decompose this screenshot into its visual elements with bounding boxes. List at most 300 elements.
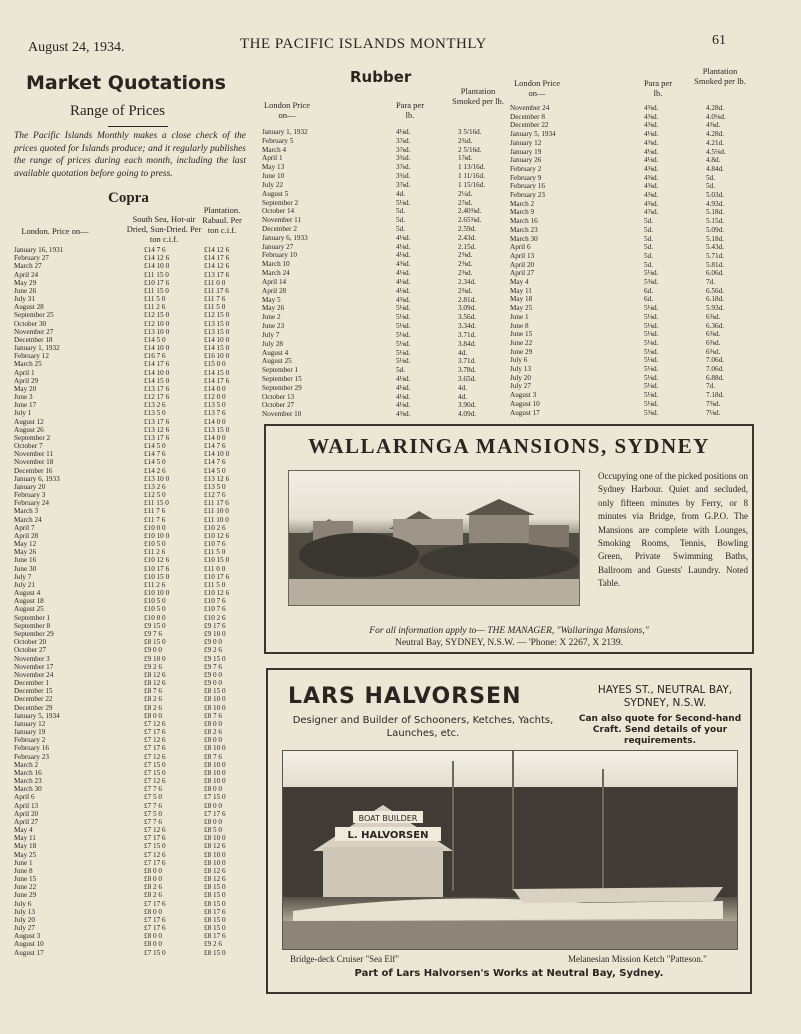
row-price: 5.15d.: [706, 217, 724, 226]
row-price: £13 5 0: [204, 401, 226, 410]
row-price: 4⅛d.: [644, 156, 659, 165]
row-price: £13 12 6: [204, 474, 230, 483]
row-price: £13 7 6: [204, 409, 226, 418]
row-date: December 22: [14, 695, 53, 704]
row-price: 5d.: [706, 173, 715, 182]
row-date: June 1: [510, 312, 529, 321]
row-price: £7 5 0: [144, 793, 162, 802]
row-price: 4⅜d.: [644, 191, 659, 199]
row-date: January 16, 1931: [14, 246, 64, 254]
row-date: March 2: [510, 199, 535, 208]
row-price: £13 17 6: [204, 270, 230, 279]
row-price: £8 2 6: [144, 883, 162, 892]
row-date: February 23: [510, 191, 545, 199]
row-date: September 2: [14, 433, 51, 442]
row-price: £13 10 0: [144, 327, 170, 336]
row-price: 3.34d.: [458, 322, 476, 331]
row-date: March 2: [14, 760, 39, 769]
row-date: June 16: [14, 556, 37, 565]
row-date: December 29: [14, 703, 53, 712]
row-price: £8 15 0: [204, 883, 226, 892]
row-date: June 26: [14, 286, 37, 295]
row-price: 4⅜d.: [644, 112, 659, 121]
row-price: 5d.: [396, 207, 405, 216]
row-date: May 18: [510, 295, 533, 304]
row-price: £8 17 6: [204, 932, 226, 941]
row-price: 6⅜d.: [706, 347, 721, 356]
row-price: £7 17 6: [144, 899, 166, 908]
row-price: £8 5 0: [204, 826, 222, 835]
boatyard-illustration: [283, 751, 738, 950]
row-price: £14 0 0: [204, 417, 226, 426]
row-price: 2¾d.: [458, 136, 473, 145]
header-title: THE PACIFIC ISLANDS MONTHLY: [240, 36, 487, 52]
row-price: 5⅛d.: [396, 339, 411, 348]
row-price: £14 10 0: [144, 368, 170, 377]
row-date: August 10: [14, 940, 44, 949]
row-price: £11 5 0: [204, 548, 226, 557]
row-date: March 27: [14, 262, 42, 271]
row-price: 3.56d.: [458, 313, 476, 322]
row-date: July 13: [14, 907, 35, 916]
row-price: £14 12 6: [144, 254, 170, 263]
copra-title: Copra: [108, 190, 149, 206]
row-date: November 18: [14, 458, 54, 467]
row-price: 5⅜d.: [644, 278, 659, 286]
row-price: 5.81d.: [706, 260, 724, 269]
row-date: January 27: [262, 242, 294, 251]
row-price: £8 7 6: [204, 752, 222, 761]
row-price: £8 7 6: [144, 687, 162, 696]
row-price: £8 2 6: [144, 703, 162, 712]
row-price: £8 2 6: [144, 891, 162, 900]
row-price: 2.40⅜d.: [458, 207, 482, 216]
row-date: August 17: [14, 948, 44, 957]
row-price: £9 10 0: [144, 654, 166, 663]
row-date: May 4: [14, 826, 33, 835]
row-price: 4⅜d.: [644, 104, 659, 112]
row-price: 7.06d.: [706, 356, 724, 365]
row-date: May 5: [262, 295, 281, 304]
row-price: 4d.: [458, 392, 467, 401]
row-date: March 4: [262, 145, 287, 154]
row-price: 5d.: [396, 225, 405, 234]
row-price: £12 5 0: [144, 491, 166, 500]
copra-col-southsea: South Sea, Hot-air Dried, Sun-Dried. Per ton c.i.f.: [126, 214, 202, 244]
row-date: April 14: [262, 277, 287, 286]
row-price: £14 15 0: [144, 376, 170, 385]
row-date: August 5: [262, 189, 289, 198]
row-price: £14 10 0: [204, 450, 230, 459]
row-date: May 20: [14, 384, 37, 393]
row-price: 5.03d.: [706, 191, 724, 199]
row-date: December 2: [262, 225, 297, 234]
row-date: February 2: [14, 736, 46, 745]
row-date: October 30: [14, 319, 47, 328]
wallaringa-footer-1: For all information apply to— THE MANAGER, "Wallaringa Mansions,": [369, 626, 649, 636]
row-date: April 27: [14, 817, 39, 826]
row-date: February 9: [510, 173, 542, 182]
row-price: 3 5/16d.: [458, 128, 482, 136]
row-date: December 1: [14, 679, 49, 687]
row-date: May 11: [510, 286, 532, 295]
page-number: 61: [712, 33, 726, 48]
row-price: £11 15 0: [144, 270, 169, 279]
row-price: 4.0⅛d.: [706, 112, 726, 121]
row-price: 5d.: [396, 216, 405, 225]
row-date: July 31: [14, 295, 35, 304]
row-price: £12 17 6: [144, 393, 170, 402]
row-date: February 16: [14, 744, 49, 753]
row-date: February 27: [14, 254, 49, 263]
row-price: 2.15d.: [458, 242, 476, 251]
row-price: 4.09d.: [458, 410, 476, 419]
row-date: January 1, 1932: [14, 344, 60, 353]
row-price: 5⅛d.: [396, 348, 411, 357]
row-price: £8 10 0: [204, 777, 226, 786]
row-price: £8 10 0: [204, 695, 226, 704]
row-price: £7 17 6: [144, 858, 166, 867]
row-price: 3⅞d.: [396, 136, 411, 145]
row-date: November 27: [14, 327, 54, 336]
row-price: 4.93d.: [706, 199, 724, 208]
row-price: £7 15 0: [144, 760, 166, 769]
row-price: 5d.: [644, 260, 653, 269]
row-price: £13 12 6: [144, 425, 170, 434]
row-price: £11 2 6: [144, 548, 166, 557]
row-price: 5.09d.: [706, 225, 724, 234]
row-price: 5.93d.: [706, 304, 724, 313]
row-price: £10 17 6: [144, 278, 170, 287]
row-price: 4⅛d.: [644, 147, 659, 156]
row-date: December 8: [510, 112, 545, 121]
row-price: 4⅛d.: [396, 269, 411, 278]
row-date: June 10: [262, 172, 285, 181]
row-price: £7 17 6: [144, 834, 166, 843]
rubber-col-para: Para per lb.: [395, 100, 425, 120]
row-date: June 3: [14, 393, 33, 402]
row-date: November 11: [262, 216, 302, 225]
row-date: July 13: [510, 365, 531, 373]
row-date: September 25: [14, 311, 54, 320]
row-price: 6⅜d.: [706, 312, 721, 321]
row-price: 6⅜d.: [706, 338, 721, 347]
row-price: £8 15 0: [204, 915, 226, 924]
row-price: 6d.: [644, 286, 653, 295]
row-date: January 1, 1932: [262, 128, 308, 136]
row-date: August 3: [510, 391, 537, 400]
row-price: £8 10 0: [204, 858, 226, 867]
row-price: £13 17 6: [144, 417, 170, 426]
row-price: 3⅞d.: [396, 163, 411, 172]
row-date: August 25: [262, 357, 292, 366]
row-price: £14 12 6: [204, 246, 230, 254]
row-price: 5⅜d.: [644, 408, 659, 417]
row-date: March 24: [14, 515, 42, 524]
row-date: March 3: [14, 507, 39, 516]
row-date: February 16: [510, 182, 545, 191]
row-price: 4d.: [458, 383, 467, 392]
row-price: 3⅞d.: [396, 145, 411, 154]
row-date: January 19: [14, 728, 46, 737]
row-date: April 24: [14, 270, 39, 279]
row-price: £10 10 0: [144, 531, 170, 540]
row-date: March 16: [14, 768, 42, 777]
caption-patteson: Melanesian Mission Ketch "Patteson.": [568, 954, 707, 964]
row-price: £13 15 0: [204, 425, 230, 434]
row-price: £13 17 6: [144, 433, 170, 442]
row-price: 2⅜d.: [458, 260, 473, 269]
row-date: February 5: [262, 136, 294, 145]
row-price: £10 5 0: [144, 605, 166, 614]
row-price: 2⅜d.: [458, 269, 473, 278]
row-price: 5⅛d.: [396, 330, 411, 339]
row-price: £8 10 0: [204, 768, 226, 777]
row-price: £8 17 6: [204, 907, 226, 916]
copra-col-london: London. Price on—: [21, 226, 89, 236]
row-price: 3.84d.: [458, 339, 476, 348]
row-date: July 27: [510, 382, 531, 391]
row-price: £10 15 0: [204, 556, 230, 565]
row-date: April 20: [510, 260, 535, 269]
row-price: 5⅛d.: [644, 312, 659, 321]
row-price: £11 5 0: [144, 295, 166, 304]
row-price: £13 5 0: [144, 409, 166, 418]
row-price: £11 17 6: [204, 286, 229, 295]
row-price: 4⅛d.: [396, 383, 411, 392]
row-date: March 10: [262, 260, 290, 269]
row-date: March 23: [510, 225, 538, 234]
row-price: £7 12 6: [144, 850, 166, 859]
row-date: September 1: [262, 366, 299, 375]
row-price: 5⅛d.: [644, 356, 659, 365]
row-price: £14 12 6: [204, 262, 230, 271]
row-price: £7 7 6: [144, 817, 162, 826]
row-date: April 13: [510, 251, 535, 260]
halvorsen-address: HAYES ST., NEUTRAL BAY, SYDNEY, N.S.W.: [597, 684, 733, 709]
row-date: June 22: [14, 883, 37, 892]
row-price: 1 11/16d.: [458, 172, 485, 181]
row-date: May 18: [14, 842, 37, 851]
row-date: November 10: [262, 410, 302, 419]
row-price: 4⅛d.: [396, 374, 411, 383]
row-price: £11 7 6: [144, 507, 166, 516]
row-price: £15 0 0: [204, 360, 226, 369]
row-date: September 15: [262, 374, 302, 383]
row-price: 6⅜d.: [706, 330, 721, 339]
row-price: £7 17 6: [144, 915, 166, 924]
row-price: 6.36d.: [706, 321, 724, 330]
row-price: £9 0 0: [144, 646, 162, 655]
row-date: April 28: [14, 531, 39, 540]
row-date: July 1: [14, 409, 32, 418]
row-price: 3¾d.: [396, 172, 411, 181]
row-date: January 6, 1933: [14, 474, 60, 483]
row-price: £11 10 0: [204, 515, 229, 524]
row-price: 4⅜d.: [706, 121, 721, 130]
row-price: 5⅛d.: [644, 330, 659, 339]
row-price: £14 0 0: [204, 433, 226, 442]
row-price: 4d.: [396, 189, 405, 198]
row-price: 5⅛d.: [396, 198, 411, 207]
row-price: £10 17 6: [144, 564, 170, 573]
row-price: £14 5 0: [144, 458, 166, 467]
row-price: 1⅞d.: [458, 154, 473, 163]
row-price: £8 12 6: [144, 679, 166, 687]
row-date: November 17: [14, 662, 54, 671]
row-price: £10 0 0: [144, 613, 166, 622]
row-price: £11 0 0: [204, 278, 226, 287]
row-price: £8 0 0: [144, 866, 162, 875]
row-price: 4⅛d.: [396, 128, 411, 136]
row-price: £12 0 0: [204, 393, 226, 402]
row-price: £13 2 6: [144, 401, 166, 410]
row-price: £14 10 0: [144, 262, 170, 271]
row-date: May 4: [510, 278, 529, 286]
row-date: August 4: [262, 348, 289, 357]
row-price: 5⅛d.: [644, 321, 659, 330]
row-price: £7 17 6: [144, 744, 166, 753]
row-price: £13 17 6: [144, 384, 170, 393]
row-price: 4⅜d.: [644, 121, 659, 130]
row-date: September 1: [14, 613, 51, 622]
row-price: £8 15 0: [144, 638, 166, 647]
row-price: 5⅛d.: [396, 322, 411, 331]
row-date: April 28: [262, 286, 287, 295]
row-price: £8 0 0: [144, 940, 162, 949]
row-date: December 16: [14, 466, 53, 475]
row-date: September 2: [262, 198, 299, 207]
row-date: December 18: [14, 335, 53, 344]
row-price: £8 12 6: [204, 866, 226, 875]
row-price: £14 17 6: [204, 376, 230, 385]
row-price: 2¼d.: [458, 189, 473, 198]
row-price: 4⅜d.: [644, 182, 659, 191]
row-date: July 7: [262, 330, 280, 339]
row-price: £10 0 0: [144, 523, 166, 532]
row-price: 3.65d.: [458, 374, 476, 383]
row-date: October 27: [262, 401, 295, 410]
row-date: January 12: [510, 138, 542, 147]
row-date: April 6: [510, 243, 531, 252]
row-date: July 28: [262, 339, 283, 348]
row-price: 7.18d.: [706, 391, 724, 400]
row-price: £10 2 6: [204, 613, 226, 622]
rubber-title: Rubber: [350, 68, 412, 86]
row-date: July 20: [510, 373, 531, 382]
row-price: 3.71d.: [458, 357, 476, 366]
wallaringa-text: Occupying one of the picked positions on Sydney Harbour. Quiet and secluded, only fifteen minutes by Ferry, or 8 minutes via Bridge, from G.P.O. The Mansions are complete with Lounges, Smoking Rooms, Tennis, Bowling Green, Private Swimming Baths, Ballroom and Guests' Laundry. Noted Table.: [598, 471, 748, 589]
row-price: 4⅜d.: [396, 295, 411, 304]
row-price: 4.28d.: [706, 130, 724, 139]
row-date: January 12: [14, 719, 46, 728]
row-price: £7 12 6: [144, 777, 166, 786]
row-date: September 8: [14, 621, 51, 630]
row-price: £12 15 0: [144, 311, 170, 320]
halvorsen-description: Designer and Builder of Schooners, Ketches, Yachts, Launches, etc.: [292, 715, 554, 739]
row-price: £11 2 6: [144, 580, 166, 589]
row-price: 5d.: [706, 182, 715, 191]
row-price: £11 15 0: [144, 499, 169, 508]
row-price: 4d.: [458, 348, 467, 357]
row-date: August 17: [510, 408, 540, 417]
mansion-illustration: [289, 471, 580, 606]
row-price: £7 12 6: [144, 826, 166, 835]
row-price: £7 12 6: [144, 736, 166, 745]
row-price: 4⅞d.: [644, 208, 659, 217]
row-date: August 18: [14, 597, 44, 606]
row-price: £12 15 0: [204, 311, 230, 320]
row-price: 5d.: [644, 217, 653, 226]
sign-halvorsen: L. HALVORSEN: [347, 830, 429, 841]
wallaringa-title: WALLARINGA MANSIONS, SYDNEY: [308, 434, 710, 458]
row-date: December 15: [14, 687, 53, 696]
row-price: 5⅛d.: [644, 365, 659, 373]
row-price: £14 5 0: [144, 442, 166, 451]
row-price: £7 15 0: [144, 948, 166, 957]
row-date: April 13: [14, 801, 39, 810]
row-price: 2⅜d.: [458, 286, 473, 295]
row-price: 5⅛d.: [644, 347, 659, 356]
row-price: £7 15 0: [144, 842, 166, 851]
row-price: 5⅛d.: [644, 373, 659, 382]
row-price: 4.28d.: [706, 104, 724, 112]
row-date: May 25: [14, 850, 37, 859]
row-date: April 1: [14, 368, 35, 377]
row-price: £8 15 0: [204, 899, 226, 908]
row-price: £9 2 6: [204, 646, 222, 655]
row-price: £8 10 0: [204, 760, 226, 769]
caption-sea-elf: Bridge-deck Cruiser "Sea Elf": [290, 954, 400, 964]
row-price: 4⅛d.: [396, 392, 411, 401]
row-price: 7d.: [706, 382, 715, 391]
row-date: January 6, 1933: [262, 233, 308, 242]
row-price: 2.34d.: [458, 277, 476, 286]
row-date: April 20: [14, 809, 39, 818]
row-price: £10 12 6: [204, 531, 230, 540]
row-date: April 27: [510, 269, 535, 278]
row-price: 5d.: [644, 251, 653, 260]
row-price: £9 10 0: [204, 629, 226, 638]
row-price: £14 17 6: [144, 360, 170, 369]
row-price: £8 0 0: [204, 736, 222, 745]
row-price: 2.65⅜d.: [458, 216, 482, 225]
row-price: £13 15 0: [204, 319, 230, 328]
rubber-col-plantation: Plantation Smoked per lb.: [452, 86, 504, 106]
row-price: 7d.: [706, 278, 715, 286]
row-date: February 23: [14, 752, 49, 761]
row-date: June 1: [14, 858, 33, 867]
row-price: 5⅛d.: [644, 269, 659, 278]
row-price: 4⅜d.: [644, 164, 659, 173]
row-price: £14 7 6: [144, 246, 166, 254]
row-price: 3¾d.: [396, 154, 411, 163]
row-price: 6.56d.: [706, 286, 724, 295]
row-date: June 2: [262, 313, 281, 322]
row-date: June 23: [262, 322, 285, 331]
row-price: 4.5⅛d.: [706, 147, 726, 156]
row-price: 5.43d.: [706, 243, 724, 252]
row-price: 5⅛d.: [644, 382, 659, 391]
row-price: £10 5 0: [144, 597, 166, 606]
row-price: 6d.: [644, 295, 653, 304]
row-date: October 14: [262, 207, 295, 216]
row-price: 4⅜d.: [396, 260, 411, 269]
row-date: October 13: [262, 392, 295, 401]
row-date: July 7: [14, 572, 32, 581]
halvorsen-title: LARS HALVORSEN: [288, 684, 522, 709]
row-price: £9 15 0: [144, 621, 166, 630]
